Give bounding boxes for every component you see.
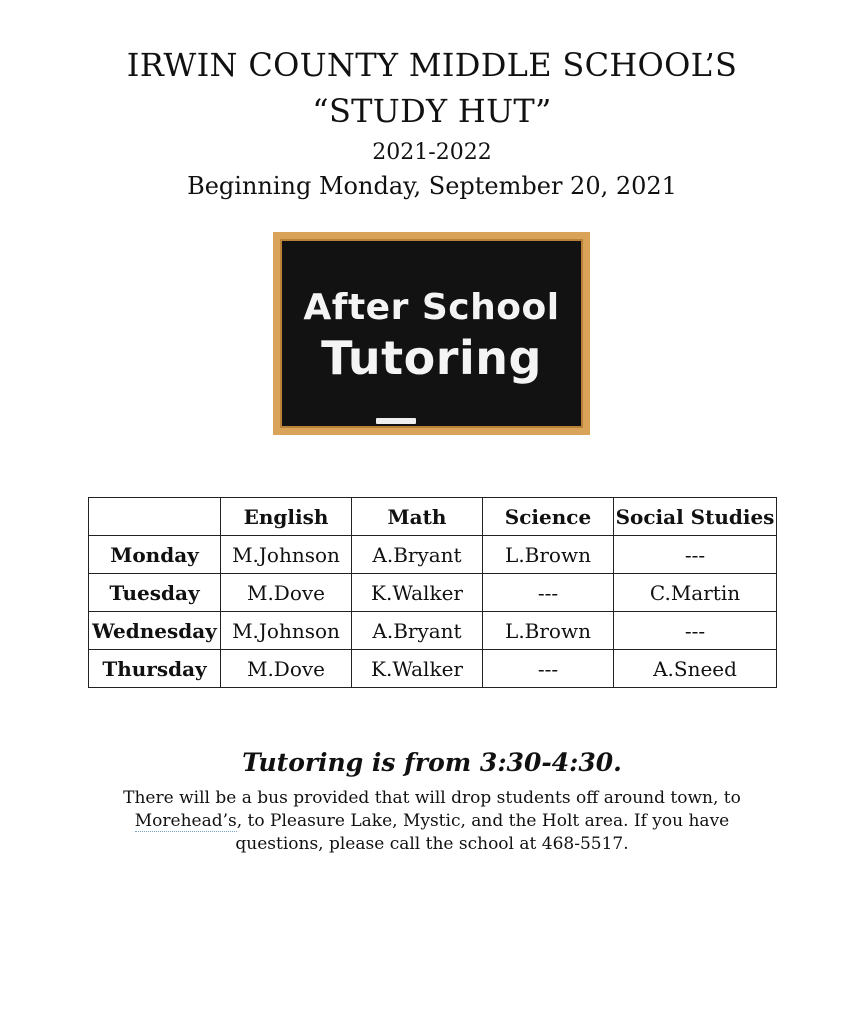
table-row [89, 612, 777, 650]
column-header-english: English [221, 498, 352, 536]
math-cell: A.Bryant [352, 536, 483, 574]
school-year: 2021-2022 [372, 140, 492, 165]
math-cell: K.Walker [352, 574, 483, 612]
column-header-social-studies: Social Studies [614, 498, 777, 536]
chalkboard-text-line1: After School [303, 287, 560, 328]
chalk-stick-icon [376, 418, 416, 424]
social-studies-cell: C.Martin [614, 574, 777, 612]
table-row [89, 574, 777, 612]
column-header-science: Science [483, 498, 614, 536]
tutoring-schedule-table [88, 497, 777, 688]
bus-and-contact-info [96, 787, 768, 856]
page-title-line2: “STUDY HUT” [312, 92, 552, 130]
column-header-math: Math [352, 498, 483, 536]
social-studies-cell: --- [614, 536, 777, 574]
details-underlined-place: Morehead’s [134, 811, 237, 831]
day-cell: Monday [89, 536, 221, 574]
science-cell: --- [483, 574, 614, 612]
social-studies-cell: A.Sneed [614, 650, 777, 688]
english-cell: M.Johnson [221, 612, 352, 650]
day-cell: Wednesday [89, 612, 221, 650]
science-cell: L.Brown [483, 612, 614, 650]
details-text-part2: , to Pleasure Lake, Mystic, and the Holt area. If you have questions, please call the school at 468-5517. [235, 811, 730, 854]
day-cell: Tuesday [89, 574, 221, 612]
science-cell: L.Brown [483, 536, 614, 574]
english-cell: M.Dove [221, 650, 352, 688]
page-title-line1: IRWIN COUNTY MIDDLE SCHOOL’S [126, 46, 738, 84]
table-header-row [89, 498, 777, 536]
english-cell: M.Johnson [221, 536, 352, 574]
english-cell: M.Dove [221, 574, 352, 612]
column-header-day [89, 498, 221, 536]
chalkboard-image [273, 232, 590, 435]
chalkboard-text-line2: Tutoring [321, 331, 542, 385]
details-text-part1: There will be a bus provided that will drop students off around town, to [123, 788, 741, 808]
start-date: Beginning Monday, September 20, 2021 [187, 172, 677, 200]
table-row [89, 650, 777, 688]
math-cell: K.Walker [352, 650, 483, 688]
social-studies-cell: --- [614, 612, 777, 650]
tutoring-hours: Tutoring is from 3:30-4:30. [242, 748, 622, 777]
science-cell: --- [483, 650, 614, 688]
day-cell: Thursday [89, 650, 221, 688]
math-cell: A.Bryant [352, 612, 483, 650]
table-row [89, 536, 777, 574]
